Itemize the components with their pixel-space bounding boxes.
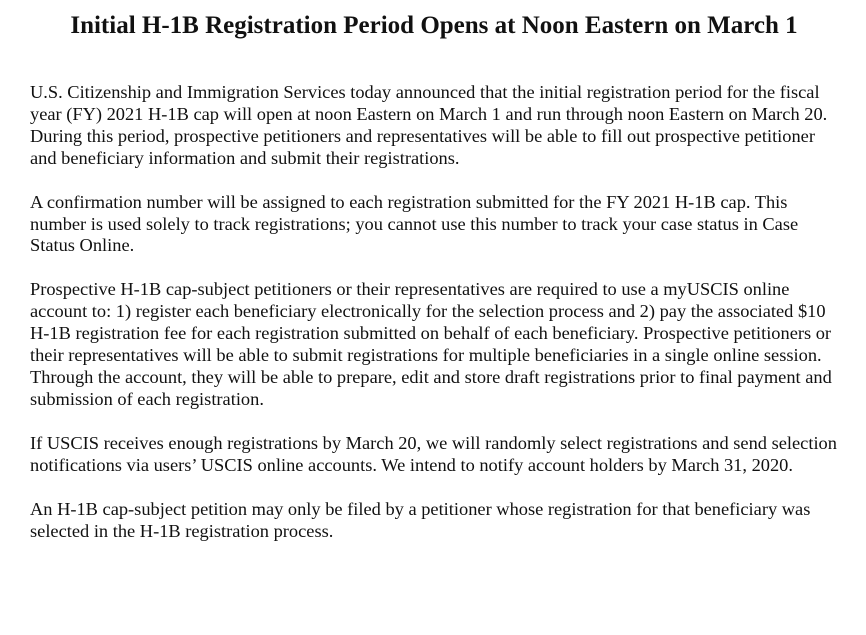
paragraph-confirmation-number: A confirmation number will be assigned to each registration submitted for the FY 2021 H-1B cap. This number is used solely to track registrations; you cannot use this number to track your case status in Case Status Online. bbox=[30, 191, 799, 256]
paragraph-myuscis-account: Prospective H-1B cap-subject petitioners or their representatives are required to use a myUSCIS online account to: 1) register each beneficiary electronically for the selection process and 2) pay the associated $10 H-1B registration fee for each registration submitted on behalf of each beneficiary. Prospective petitioners or their representatives will be able to submit registrations for multiple beneficiaries in a single online session. Through the account, they will be able to prepare, edit and store draft registrations prior to final payment and submission of each registration. bbox=[30, 279, 832, 409]
paragraph-petition-filing: An H-1B cap-subject petition may only be filed by a petitioner whose registration for that beneficiary was selected in the H-1B registration process. bbox=[30, 498, 811, 541]
paragraph-registration-period: U.S. Citizenship and Immigration Services today announced that the initial registration period for the fiscal year (FY) 2021 H-1B cap will open at noon Eastern on March 1 and run through noon Eastern on March 20. During this period, prospective petitioners and representatives will be able to fill out prospective petitioner and beneficiary information and submit their registrations. bbox=[30, 82, 828, 168]
paragraph-random-selection: If USCIS receives enough registrations by March 20, we will randomly select registrations and send selection notifications via users’ USCIS online accounts. We intend to notify account holders by March 31, 2020. bbox=[30, 432, 837, 475]
document-title: Initial H-1B Registration Period Opens at Noon Eastern on March 1 bbox=[70, 12, 798, 39]
document-body bbox=[30, 82, 838, 542]
